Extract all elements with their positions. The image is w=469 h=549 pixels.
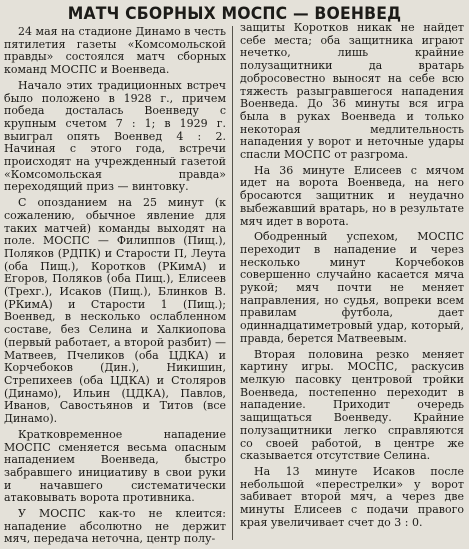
paragraph: Кратковременное нападение МОСПС сменяется весьма опасным нападением Военведа, быстро забравшего инициативу в свои руки и начавшего систематически атаковывать ворота противника. <box>4 427 226 505</box>
paragraph: Начало этих традиционных встреч было положено в 1928 г., причем победа досталась Военведу с крупным счетом 7 : 1; в 1929 г. выиграл опять Военвед 4 : 2. Начиная с этого года, встречи происходят на учрежденный газетой «Комсомольская правда» переходящий приз — винтовку. <box>4 78 226 194</box>
left-column <box>4 26 226 549</box>
paragraph: У МОСПС как-то не клеится: нападение абсолютно не держит мяч, передача неточна, центр полу- <box>4 507 226 546</box>
paragraph: 24 мая на стадионе Динамо в честь пятилетия газеты «Комсомольской правды» состоялся матч сборных команд МОСПС и Военведа. <box>4 25 226 77</box>
paragraph: Вторая половина резко меняет картину игры. МОСПС, раскусив мелкую пасовку центровой тройки Военведа, постепенно переходит в нападение. Приходит очередь защищаться Военведу. Крайние полузащитники легко справляются со своей работой, в центре же сказывается отсутствие Селина. <box>240 347 464 463</box>
paragraph: С опозданием на 25 минут (к сожалению, обычное явление для таких матчей) команды выходят на поле. МОСПС — Филиппов (Пищ.), Поляков (РДПК) и Старости П, Леута (оба Пищ.), Коротков (РКимА) и Егоров, Поляков (оба Пищ.), Елисеев (Трехг.), Исаков (Пищ.), Блинков В. (РКимА) и Старости 1 (Пищ.); Военвед, в несколько ослабленном составе, без Селина и Халкиопова (первый работает, а второй разбит) — Матвеев, Пчеликов (оба ЦДКА) и Корчебоков (Дин.), Никишин, Стрепихеев (оба ЦДКА) и Столяров (Динамо), Ильин (ЦДКА), Павлов, Иванов, Савостьянов и Титов (все Динамо). <box>4 196 226 426</box>
article-title: МАТЧ СБОРНЫХ МОСПС — ВОЕНВЕД <box>67 4 402 24</box>
paragraph: защиты Коротков никак не найдет себе места; оба защитника играют нечетко, лишь крайние полузащитники да вратарь добросовестно выносят на себе всю тяжесть разыгравшегося нападения Военведа. До 36 минуты вся игра была в руках Военведа и только некоторая медлительность нападения у ворот и неточные удары спасли МОСПС от разгрома. <box>240 21 464 162</box>
paragraph: На 36 минуте Елисеев с мячом идет на ворота Военведа, на него бросаются защитник и неудачно выбежавший вратарь, но в результате мяч идет в ворота. <box>240 163 464 228</box>
right-column <box>240 22 464 532</box>
paragraph: Ободренный успехом, МОСПС переходит в нападение и через несколько минут Корчебоков совершенно случайно касается мяча рукой; мяч почти не меняет направления, но судья, вопреки всем правилам футбола, дает одиннадцатиметровый удар, который, правда, берется Матвеевым. <box>240 230 464 345</box>
paragraph: На 13 минуте Исаков после небольшой «перестрелки» у ворот забивает второй мяч, а через две минуты Елисеев с подачи правого края увеличивает счет до 3 : 0. <box>240 464 464 529</box>
column-divider <box>232 26 233 540</box>
